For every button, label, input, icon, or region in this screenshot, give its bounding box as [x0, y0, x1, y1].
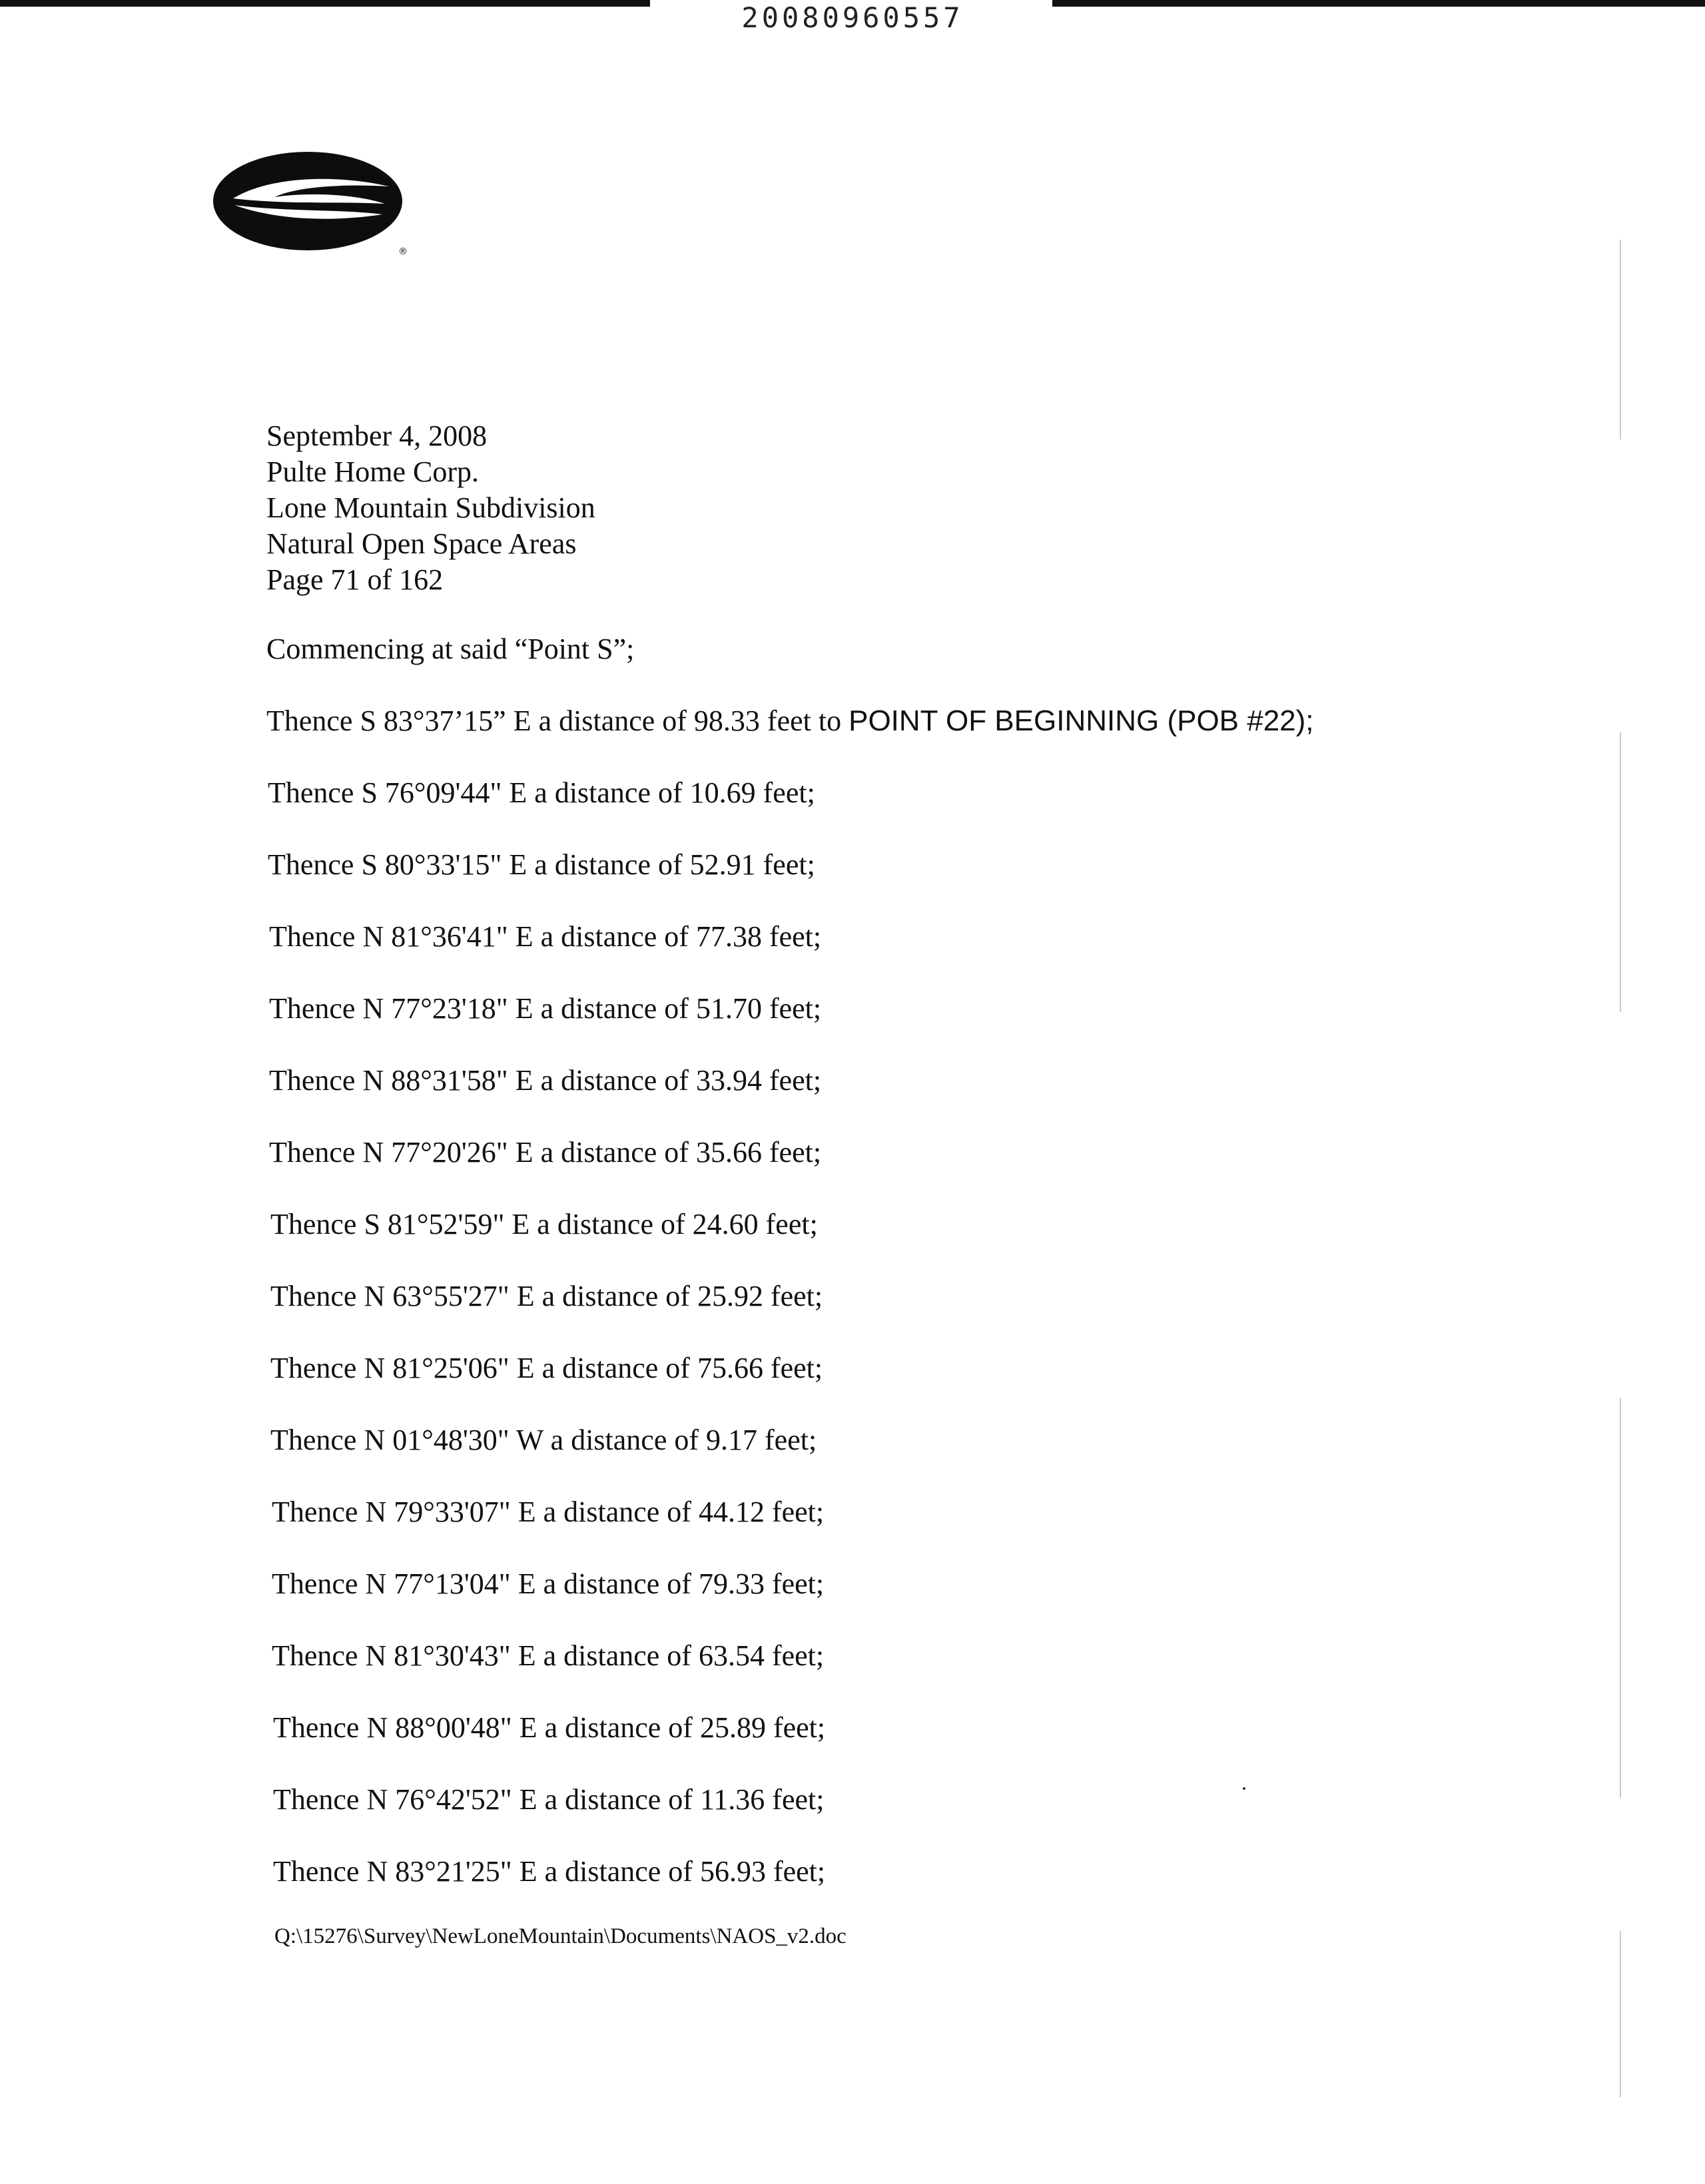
- area-name: Natural Open Space Areas: [266, 527, 577, 560]
- scan-edge-mark: [1620, 1398, 1621, 1798]
- scan-edge-mark: [1620, 240, 1621, 439]
- subdivision-name: Lone Mountain Subdivision: [266, 491, 595, 524]
- course-line: Thence S 81°52'59" E a distance of 24.60 feet;: [270, 1208, 818, 1240]
- course-line: Thence N 77°20'26" E a distance of 35.66 feet;: [269, 1136, 822, 1169]
- course-line: Thence N 81°36'41" E a distance of 77.38 feet;: [269, 920, 822, 953]
- course-line: Thence N 79°33'07" E a distance of 44.12 feet;: [272, 1496, 825, 1528]
- course-line: Thence N 88°31'58" E a distance of 33.94 feet;: [269, 1064, 822, 1097]
- course-line: Thence N 88°00'48" E a distance of 25.89 feet;: [273, 1711, 826, 1744]
- course-line: Thence N 77°23'18" E a distance of 51.70 feet;: [269, 992, 822, 1025]
- scan-speck: [1243, 1787, 1245, 1790]
- course-text: Thence S 83°37’15” E a distance of 98.33 feet to: [266, 704, 849, 737]
- commencing-statement: Commencing at said “Point S”;: [266, 633, 635, 665]
- course-line: Thence N 83°21'25" E a distance of 56.93 feet;: [273, 1855, 826, 1888]
- s-oval-logo-icon: [210, 148, 408, 257]
- course-line: Thence N 63°55'27" E a distance of 25.92 feet;: [270, 1280, 823, 1312]
- course-line: Thence N 81°30'43" E a distance of 63.54 feet;: [272, 1639, 825, 1672]
- course-line: Thence N 77°13'04" E a distance of 79.33 feet;: [272, 1567, 825, 1600]
- course-line: Thence N 76°42'52" E a distance of 11.36 feet;: [273, 1783, 825, 1816]
- course-line: Thence N 01°48'30" W a distance of 9.17 feet;: [270, 1424, 817, 1456]
- scan-edge-mark: [1620, 1931, 1621, 2097]
- page-number: Page 71 of 162: [266, 563, 444, 596]
- scan-edge-mark: [1620, 732, 1621, 1012]
- course-line-pob: [266, 703, 1532, 739]
- letter-date: September 4, 2008: [266, 419, 488, 452]
- point-of-beginning-label: POINT OF BEGINNING (POB #22);: [849, 704, 1314, 737]
- course-line: Thence S 80°33'15" E a distance of 52.91 feet;: [268, 848, 815, 881]
- document-number: 20080960557: [741, 1, 964, 34]
- course-line: Thence S 76°09'44" E a distance of 10.69 feet;: [268, 776, 815, 809]
- company-name: Pulte Home Corp.: [266, 455, 479, 488]
- file-path-footer: Q:\15276\Survey\NewLoneMountain\Documents\NAOS_v2.doc: [274, 1924, 847, 1948]
- registered-mark: ®: [398, 246, 408, 257]
- legal-description-body: [266, 631, 1532, 1926]
- course-line: Thence N 81°25'06" E a distance of 75.66 feet;: [270, 1352, 823, 1384]
- letter-header: [266, 418, 595, 598]
